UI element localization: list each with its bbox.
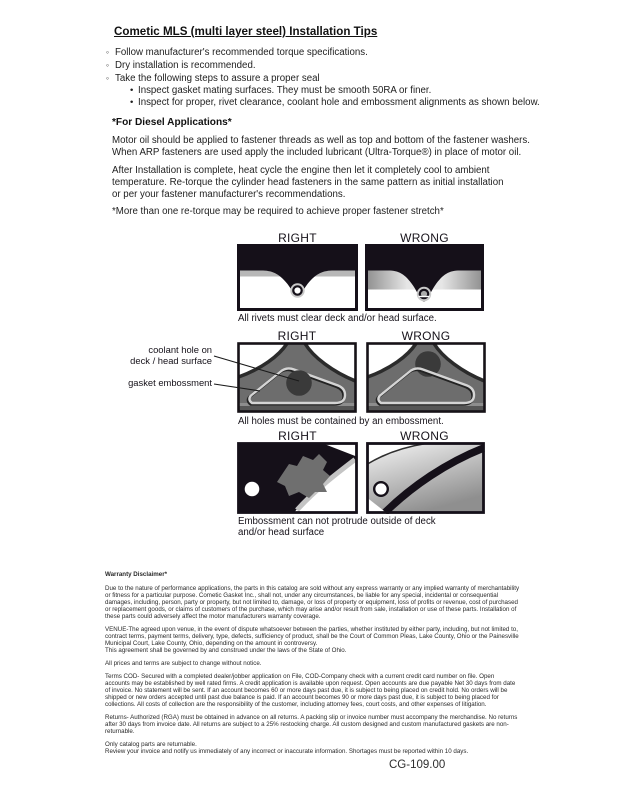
bullet-icon: • bbox=[130, 97, 134, 109]
bullet-icon: • bbox=[130, 85, 134, 97]
rivet-clear-right-graphic bbox=[237, 244, 358, 311]
open-bullet-icon: ◦ bbox=[106, 47, 110, 57]
protrude-right-graphic bbox=[237, 442, 358, 514]
list-item bbox=[106, 72, 596, 85]
diagram-protrude-right bbox=[237, 442, 358, 514]
right-label: RIGHT bbox=[277, 329, 317, 343]
wrong-label: WRONG bbox=[400, 429, 449, 443]
row2-caption: All holes must be contained by an embossment. bbox=[238, 416, 444, 427]
tip-text: Inspect gasket mating surfaces. They must be smooth 50RA or finer. bbox=[138, 85, 432, 97]
wrong-label: WRONG bbox=[400, 231, 449, 245]
coolant-hole-annotation: coolant hole on deck / head surface bbox=[130, 344, 212, 366]
retorque-paragraph: After Installation is complete, heat cycle the engine then let it completely cool to ambient temperature. Re-torque the cylinder head fasteners in the same pattern as initial installation or per your fastener manufacturer's recommendations. bbox=[112, 165, 504, 200]
legal-section bbox=[105, 571, 520, 761]
hole-contained-wrong-graphic bbox=[366, 342, 486, 413]
tip-text: Take the following steps to assure a proper seal bbox=[115, 73, 320, 85]
open-bullet-icon: ◦ bbox=[106, 60, 110, 71]
diagram-hole-wrong bbox=[366, 342, 486, 413]
diagram-protrude-wrong bbox=[366, 442, 485, 514]
legal-paragraph: VENUE-The agreed upon venue, in the event of dispute whatsoever between the parties, whether instituted by either party, including, but not limited to, contract terms, payment terms, delivery, type, defects, sufficiency of product, shall be the Court of Common Pleas, Lake County, Ohio or the Painesville Municipal Court, Lake County, Ohio, depending on the amount in controversy. This agreement shall be governed by and construed under the laws of the State of Ohio. bbox=[105, 626, 519, 654]
legal-paragraph: Only catalog parts are returnable. Review your invoice and notify us immediately of any incorrect or inaccurate information. Shortages must be reported within 10 days. bbox=[105, 741, 469, 755]
page-number: CG-109.00 bbox=[389, 759, 446, 771]
rivet-clear-wrong-graphic bbox=[365, 244, 484, 311]
right-label: RIGHT bbox=[278, 429, 317, 443]
row3-caption: Embossment can not protrude outside of deck and/or head surface bbox=[238, 516, 436, 539]
legal-paragraph: Terms COD- Secured with a completed dealer/jobber application on File, COD-Company check with a current credit card number on file. Open accounts may be established by well rated firms. A credit application is available upon request. Open accounts are due payable Net 30 days from date of invoice. No statement will be sent. If an account becomes 60 or more days past due, it is subject to being placed on credit hold. No orders will be shipped or new orders accepted until past due balance is paid. If an account becomes 90 or more days past due, it is subject to being placed for collections. All costs of collection are the responsibility of the customer, including attorney fees, court costs, and other expenses of litigation. bbox=[105, 673, 516, 708]
tip-text: Dry installation is recommended. bbox=[115, 60, 256, 72]
protrude-wrong-graphic bbox=[366, 442, 485, 514]
diesel-section-heading: *For Diesel Applications* bbox=[112, 117, 232, 128]
list-item bbox=[106, 59, 596, 72]
list-item bbox=[130, 97, 596, 109]
row1-caption: All rivets must clear deck and/or head surface. bbox=[238, 313, 437, 324]
retorque-note: *More than one re-torque may be required to achieve proper fastener stretch* bbox=[112, 206, 444, 217]
diesel-paragraph: Motor oil should be applied to fastener threads as well as top and bottom of the fastener washers. When ARP fasteners are used apply the included lubricant (Ultra-Torque®) in place of motor oil. bbox=[112, 135, 530, 158]
tip-text: Inspect for proper, rivet clearance, coolant hole and embossment alignments as shown below. bbox=[138, 97, 540, 109]
wrong-label: WRONG bbox=[401, 329, 451, 343]
legal-paragraph: All prices and terms are subject to change without notice. bbox=[105, 660, 262, 667]
legal-paragraph: Returns- Authorized (RGA) must be obtained in advance on all returns. A packing slip or invoice number must accompany the merchandise. No returns after 30 days from invoice date. All returns are subject to a 25% restocking charge. All custom designed and custom manufactured gaskets are non-returnable. bbox=[105, 714, 518, 735]
legal-paragraph: Due to the nature of performance applications, the parts in this catalog are sold without any express warranty or any implied warranty of merchantability or fitness for a particular purpose. Cometic Gasket Inc., shall not, under any circumstances, be liable for any special, incidental or consequential damages, including, person, party or property, but not limited to, damage, or loss of property or equipment, loss of profits or revenue, cost of purchased or replacement goods, or claims of customers of the purchase, which may arise and/or result from sale, installation or use of these parts. Installation of these parts could adversely affect the motor manufacturers warranty coverage. bbox=[105, 585, 520, 620]
installation-tips-list bbox=[106, 46, 596, 109]
warranty-heading: Warranty Disclaimer* bbox=[105, 571, 168, 578]
list-item bbox=[106, 46, 596, 59]
diagram-rivet-right bbox=[237, 244, 358, 311]
gasket-embossment-annotation: gasket embossment bbox=[128, 377, 212, 388]
right-label: RIGHT bbox=[278, 231, 317, 245]
annotation-leader-lines bbox=[212, 350, 304, 396]
page-title: Cometic MLS (multi layer steel) Installation Tips bbox=[114, 25, 378, 38]
diagram-rivet-wrong bbox=[365, 244, 484, 311]
tip-text: Follow manufacturer's recommended torque specifications. bbox=[115, 47, 368, 58]
open-bullet-icon: ◦ bbox=[106, 73, 110, 84]
list-item bbox=[130, 85, 596, 97]
